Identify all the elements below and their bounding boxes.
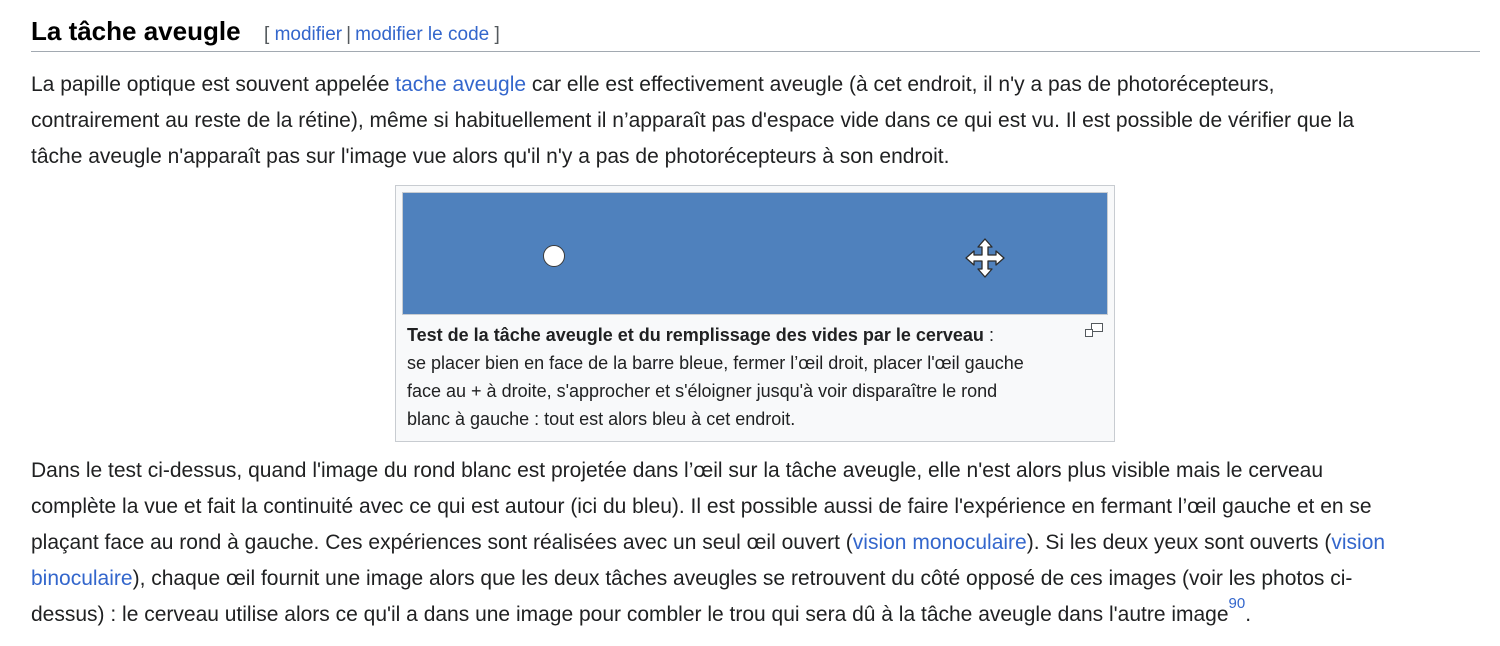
blind-spot-test-image[interactable] xyxy=(402,192,1108,315)
white-dot-icon xyxy=(543,245,565,267)
text: dessus) : le cerveau utilise alors ce qu'il a dans une image pour combler le trou qui sera dû à la tâche aveugle dans l'autre image xyxy=(31,603,1229,626)
caption-text: face au + à droite, s'approcher et s'éloigner jusqu'à voir disparaître le rond xyxy=(407,381,998,401)
edit-source-link[interactable]: modifier le code xyxy=(355,24,490,45)
caption-text: se placer bien en face de la barre bleue, fermer l’œil droit, placer l'œil gauche xyxy=(407,353,1024,373)
figure-caption xyxy=(407,321,1097,433)
text: ), chaque œil fournit une image alors que les deux tâches aveugles se retrouvent du côté opposé de ces images (voir les photos ci- xyxy=(132,567,1353,590)
edit-link[interactable]: modifier xyxy=(274,24,343,45)
text: Dans le test ci-dessus, quand l'image du rond blanc est projetée dans l’œil sur la tâche aveugle, elle n'est alors plus visible mais le cerveau xyxy=(31,459,1324,482)
edit-section-links xyxy=(264,24,500,45)
text: contrairement au reste de la rétine), même si habituellement il n’apparaît pas d'espace vide dans ce qui est vu. Il est possible de vérifier que la xyxy=(31,109,1355,132)
text: ). Si les deux yeux sont ouverts ( xyxy=(1026,531,1332,554)
vision-monoculaire-link[interactable]: vision monoculaire xyxy=(852,531,1027,554)
edit-bracket-close: ] xyxy=(494,24,500,45)
reference-superscript[interactable] xyxy=(1229,595,1246,612)
paragraph-explanation xyxy=(31,453,1385,633)
enlarge-icon[interactable] xyxy=(1085,323,1103,337)
paragraph-intro xyxy=(31,67,1354,175)
text: . xyxy=(1245,603,1252,626)
tache-aveugle-link[interactable]: tache aveugle xyxy=(395,73,527,96)
caption-text: blanc à gauche : tout est alors bleu à cet endroit. xyxy=(407,409,796,429)
reference-90-link[interactable]: 90 xyxy=(1228,595,1246,612)
article-content xyxy=(31,0,1480,626)
text: plaçant face au rond à gauche. Ces expériences sont réalisées avec un seul œil ouvert ( xyxy=(31,531,853,554)
vision-binoculaire-link-part1[interactable]: vision xyxy=(1331,531,1386,554)
caption-colon: : xyxy=(983,325,994,345)
text: La papille optique est souvent appelée xyxy=(31,73,396,96)
section-title: La tâche aveugle xyxy=(31,16,241,46)
text: tâche aveugle n'apparaît pas sur l'image vue alors qu'il n'y a pas de photorécepteurs à son endroit. xyxy=(31,145,950,168)
section-heading xyxy=(31,16,1480,52)
text: car elle est effectivement aveugle (à cet endroit, il n'y a pas de photorécepteurs, xyxy=(526,73,1275,96)
vision-binoculaire-link-part2[interactable]: binoculaire xyxy=(31,567,133,590)
text: complète la vue et fait la continuité avec ce qui est autour (ici du bleu). Il est possible aussi de faire l'expérience en fermant l’œil gauche et en se xyxy=(31,495,1372,518)
move-cross-icon xyxy=(964,237,1006,279)
caption-title: Test de la tâche aveugle et du remplissage des vides par le cerveau xyxy=(407,325,984,345)
figure-thumbnail xyxy=(395,185,1115,442)
edit-separator: | xyxy=(346,24,352,45)
edit-bracket-open: [ xyxy=(264,24,270,45)
